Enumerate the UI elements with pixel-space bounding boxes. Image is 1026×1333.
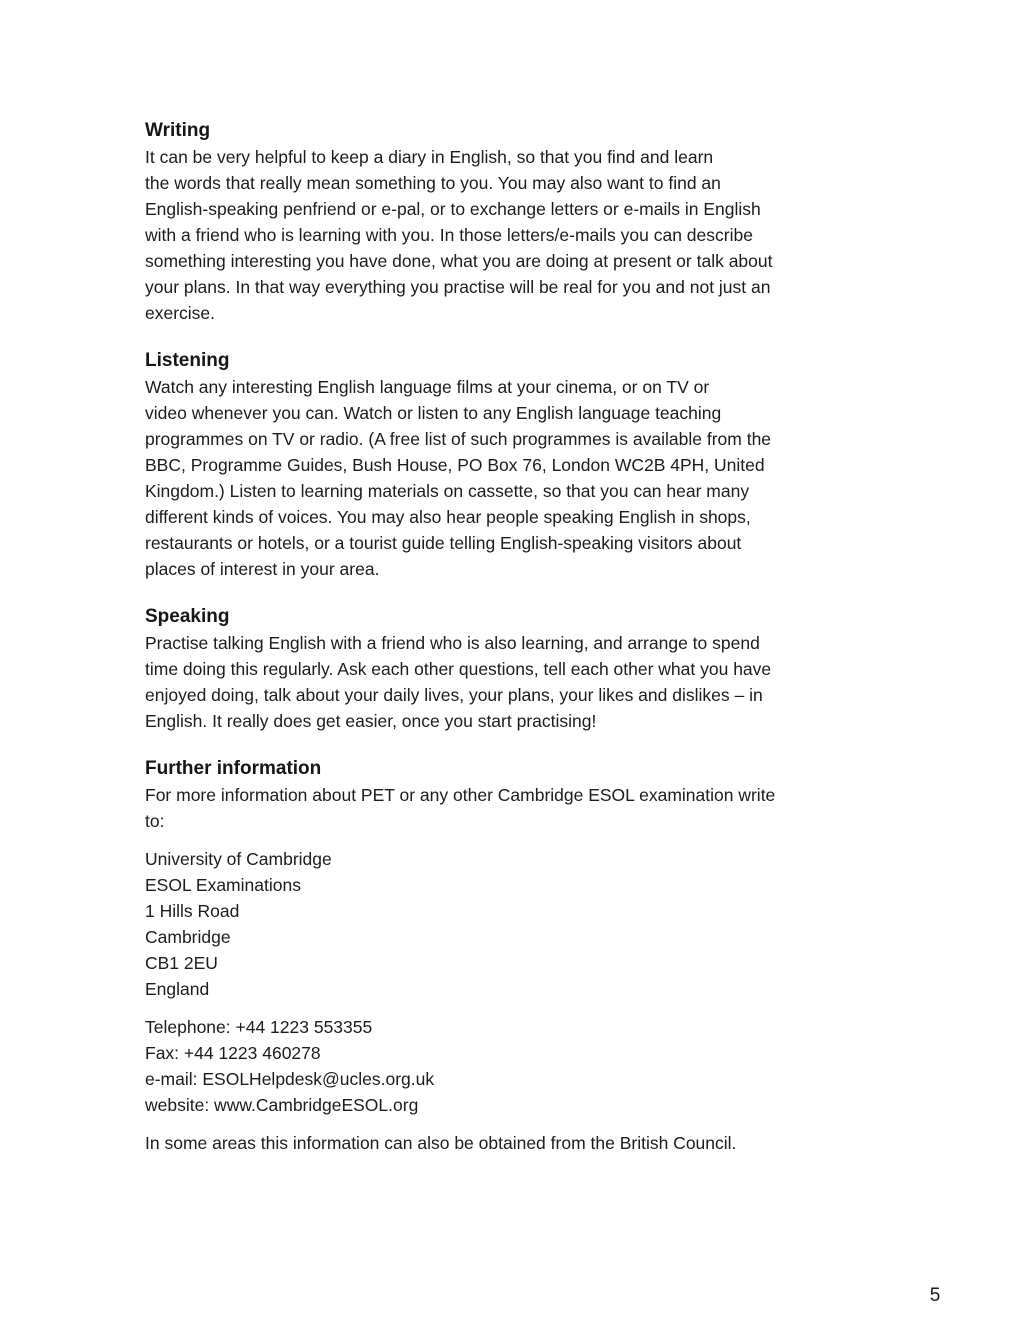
text-line: England xyxy=(145,979,210,999)
text-line: Practise talking English with a friend who is also learning, and arrange to spend xyxy=(145,633,760,653)
text-line: For more information about PET or any other Cambridge ESOL examination write xyxy=(145,785,776,805)
page-number: 5 xyxy=(929,1285,941,1306)
text-line: exercise. xyxy=(145,303,216,323)
text-line: University of Cambridge xyxy=(145,849,332,869)
text-line: something interesting you have done, what you are doing at present or talk about xyxy=(145,251,773,271)
text-line: enjoyed doing, talk about your daily lives, your plans, your likes and dislikes – in xyxy=(145,685,763,705)
section-further-information xyxy=(145,756,905,1156)
section-heading-speaking: Speaking xyxy=(145,606,230,627)
paragraph xyxy=(145,374,905,582)
text-line: with a friend who is learning with you. In those letters/e-mails you can describe xyxy=(145,225,753,245)
text-line: English. It really does get easier, once you start practising! xyxy=(145,711,597,731)
text-line: the words that really mean something to you. You may also want to find an xyxy=(145,173,721,193)
text-line: video whenever you can. Watch or listen to any English language teaching xyxy=(145,403,722,423)
text-line: to: xyxy=(145,811,165,831)
text-line: Cambridge xyxy=(145,927,231,947)
text-line: programmes on TV or radio. (A free list of such programmes is available from the xyxy=(145,429,772,449)
section-heading-listening: Listening xyxy=(145,350,230,371)
text-line: It can be very helpful to keep a diary in English, so that you find and learn xyxy=(145,147,714,167)
text-column xyxy=(145,118,905,1178)
text-line: your plans. In that way everything you practise will be real for you and not just an xyxy=(145,277,771,297)
section-writing xyxy=(145,118,905,326)
text-line: time doing this regularly. Ask each other questions, tell each other what you have xyxy=(145,659,772,679)
paragraph xyxy=(145,846,905,1002)
paragraph xyxy=(145,630,905,734)
text-line: places of interest in your area. xyxy=(145,559,380,579)
text-line: English-speaking penfriend or e-pal, or to exchange letters or e-mails in English xyxy=(145,199,761,219)
paragraph xyxy=(145,782,905,834)
text-line: Kingdom.) Listen to learning materials on cassette, so that you can hear many xyxy=(145,481,750,501)
text-line: BBC, Programme Guides, Bush House, PO Box 76, London WC2B 4PH, United xyxy=(145,455,765,475)
text-line: 1 Hills Road xyxy=(145,901,240,921)
text-line: Telephone: +44 1223 553355 xyxy=(145,1017,373,1037)
text-line: Watch any interesting English language films at your cinema, or on TV or xyxy=(145,377,710,397)
text-line: e-mail: ESOLHelpdesk@ucles.org.uk xyxy=(145,1069,435,1089)
text-line: ESOL Examinations xyxy=(145,875,301,895)
text-line: website: www.CambridgeESOL.org xyxy=(145,1095,419,1115)
paragraph xyxy=(145,1014,905,1118)
text-line: Fax: +44 1223 460278 xyxy=(145,1043,321,1063)
section-listening xyxy=(145,348,905,582)
text-line: different kinds of voices. You may also hear people speaking English in shops, xyxy=(145,507,751,527)
text-line: CB1 2EU xyxy=(145,953,218,973)
paragraph xyxy=(145,1130,905,1156)
section-heading-further-information: Further information xyxy=(145,758,322,779)
text-line: restaurants or hotels, or a tourist guide telling English-speaking visitors about xyxy=(145,533,742,553)
section-heading-writing: Writing xyxy=(145,120,211,141)
text-line: In some areas this information can also be obtained from the British Council. xyxy=(145,1133,737,1153)
section-speaking xyxy=(145,604,905,734)
paragraph xyxy=(145,144,905,326)
